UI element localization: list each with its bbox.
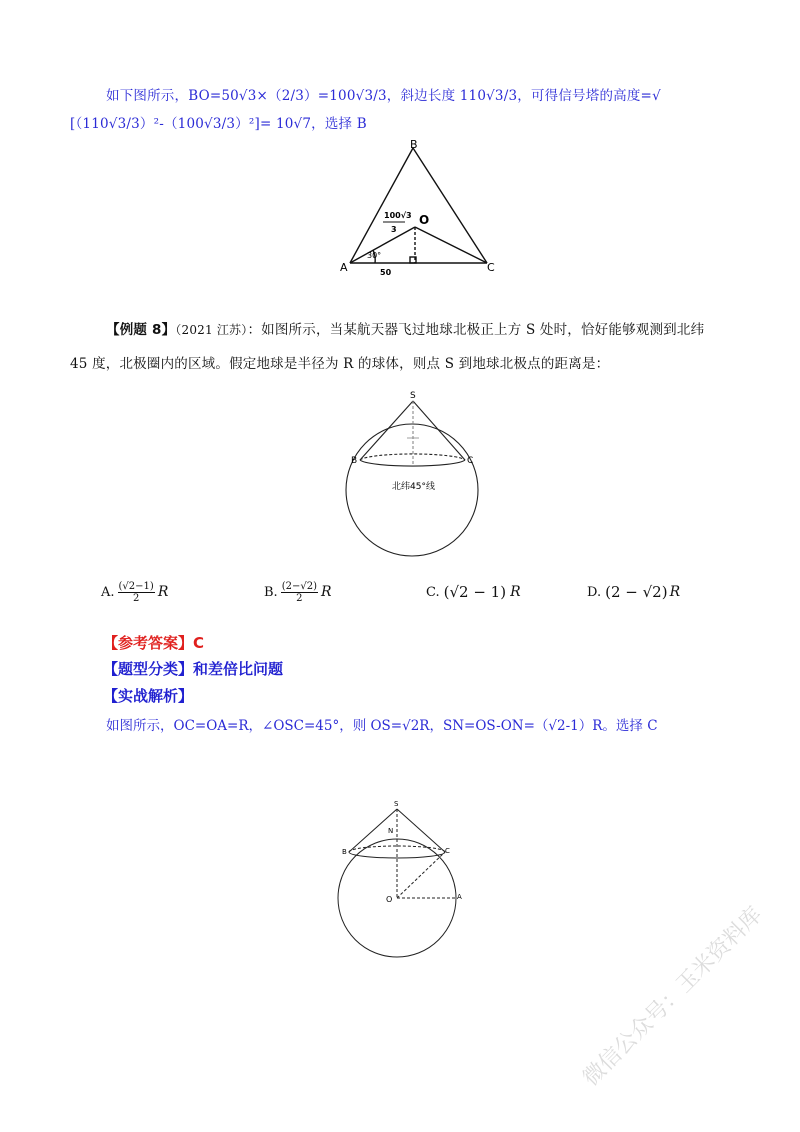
answer-label: 【参考答案】 (103, 634, 194, 652)
tri-label-fraction-den: 3 (391, 225, 397, 234)
category-label: 【题型分类】 (103, 660, 194, 678)
option-b-letter: B. (264, 584, 278, 600)
example-line-1 (106, 316, 766, 344)
analysis-label: 【实战解析】 (103, 687, 194, 705)
option-b-num: (2−√2) (281, 580, 317, 592)
analysis-heading (103, 685, 193, 706)
option-d-expr: (2 − √2) (605, 583, 668, 601)
solution-line-2: [（110√3/3）²-（100√3/3）²]= 10√7，选择 B (70, 116, 367, 132)
answer-line (103, 632, 204, 653)
sphere-figure-1 (340, 388, 480, 563)
sphere1-label-B: B (351, 456, 358, 466)
sphere1-label-C: C (467, 456, 474, 466)
sphere2-label-N: N (388, 827, 394, 835)
option-a-den: 2 (132, 592, 140, 604)
option-c-var: R (510, 584, 521, 600)
solution-line-1: 如下图所示，BO=50√3×（2/3）=100√3/3，斜边长度 110√3/3，可得信号塔的高度=√ (106, 88, 661, 104)
example-line-2: 45 度，北极圈内的区域。假定地球是半径为 R 的球体，则点 S 到地球北极点的距离是： (70, 356, 610, 372)
sphere2-label-S: S (394, 800, 399, 808)
sphere1-label-S: S (410, 391, 416, 401)
answer-value: C (193, 634, 205, 652)
watermark: 微信公众号：玉米资料库 (578, 902, 768, 1092)
triangle-figure (335, 140, 505, 280)
option-c[interactable] (426, 575, 521, 609)
category-line (103, 658, 283, 679)
sphere1-caption: 北纬45°线 (392, 482, 435, 492)
sphere2-label-C: C (445, 847, 450, 855)
tri-label-base: 50 (380, 268, 392, 277)
option-d[interactable] (587, 575, 680, 609)
tri-label-A: A (340, 261, 348, 274)
tri-label-angle: 30° (367, 251, 382, 260)
sphere2-label-O: O (386, 895, 393, 904)
option-b[interactable] (264, 575, 332, 609)
option-d-letter: D. (587, 584, 602, 600)
option-a-num: (√2−1) (118, 580, 154, 592)
option-a[interactable] (101, 575, 168, 609)
example-tag: 【例题 8】 (106, 322, 176, 338)
sphere-figure-2 (335, 795, 475, 965)
tri-label-fraction-num: 100√3 (384, 211, 412, 220)
example-text-1: ：如图所示，当某航天器飞过地球北极正上方 S 处时，恰好能够观测到北纬 (247, 322, 705, 338)
analysis-text: 如图所示，OC=OA=R，∠OSC=45°，则 OS=√2R，SN=OS-ON=（√2-1）R。选择 C (106, 718, 658, 734)
option-a-var: R (157, 584, 169, 600)
category-value: 和差倍比问题 (193, 660, 284, 678)
option-b-den: 2 (296, 592, 303, 604)
tri-label-B: B (410, 140, 418, 151)
example-source: （2021 江苏） (175, 323, 248, 337)
option-c-expr: (√2 − 1) (443, 583, 507, 601)
sphere2-label-B: B (342, 848, 347, 856)
tri-label-O: O (419, 213, 430, 227)
option-a-letter: A. (101, 584, 115, 600)
option-c-letter: C. (426, 584, 440, 600)
option-d-var: R (669, 584, 681, 600)
tri-label-C: C (487, 261, 495, 274)
sphere2-label-A: A (457, 893, 462, 901)
option-b-var: R (320, 584, 332, 600)
